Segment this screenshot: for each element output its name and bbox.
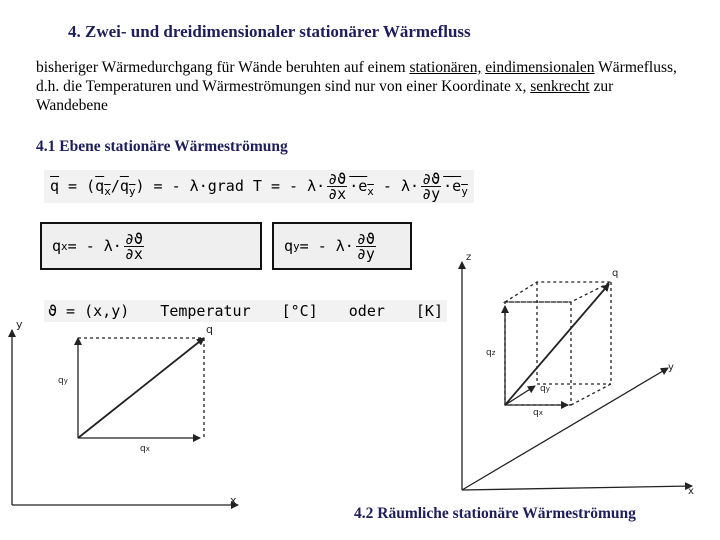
d2-qx-sub: x	[145, 445, 150, 453]
intro-underline-eindimensional: eindimensionalen	[485, 59, 595, 76]
qx-box-q: q	[52, 237, 62, 255]
diagram-3d-qz-label	[486, 348, 495, 358]
eq-part: = (	[59, 177, 96, 195]
qy-box-q: q	[284, 237, 294, 255]
qy-box-eq: = - λ·	[299, 237, 354, 255]
page-title: 4. Zwei- und dreidimensionaler stationärer Wärmefluss	[68, 22, 471, 41]
diagram-3d-y-axis	[462, 368, 668, 490]
qx-box-den: ∂x	[124, 244, 143, 263]
eq-qx-q: q	[95, 177, 105, 195]
intro-text-1: bisheriger Wärmedurchgang für Wände beruhten auf einem	[36, 59, 410, 76]
temp-unit-kelvin: [K]	[415, 302, 443, 320]
intro-text-2: Wärmefluss, d.h. die Temperaturen und Wärmeströmungen sind nur von einer Koordinate x,	[36, 59, 677, 95]
diagram-2d-qx-label	[140, 444, 150, 454]
diagram-3d-box-front	[505, 302, 571, 405]
d3-qx-sub: x	[538, 409, 543, 417]
qx-box-sub: x	[61, 239, 68, 253]
section-heading-4-2: 4.2 Räumliche stationäre Wärmeströmung	[354, 505, 636, 522]
diagram-3d-q-label: q	[612, 268, 619, 279]
diagram-2d-q-label: q	[206, 323, 213, 336]
diagram-3d-y-label: y	[668, 362, 674, 373]
section-heading-4-1: 4.1 Ebene stationäre Wärmeströmung	[36, 138, 288, 155]
eq-frac-x-num: ∂ϑ	[328, 170, 347, 188]
temp-word: Temperatur	[160, 302, 251, 320]
d3-qz-q: q	[486, 348, 492, 358]
d2-qy-q: q	[58, 376, 64, 386]
eq-grad-part: ) = - λ·grad T = - λ·	[135, 177, 326, 195]
d2-qx-q: q	[140, 444, 146, 454]
intro-underline-senkrecht: senkrecht	[530, 78, 590, 95]
d2-qy-sub: y	[63, 377, 68, 385]
diagram-3d	[462, 262, 692, 490]
diagram-2d-y-label: y	[16, 318, 23, 331]
diagram-3d-x-axis	[462, 486, 692, 490]
diagram-3d-box-bottom-right	[571, 384, 611, 405]
eq-frac-y-den: ∂y	[422, 185, 441, 203]
diagram-3d-qx-label	[533, 408, 543, 418]
eq-qy-q: q	[119, 177, 129, 195]
eq-frac-y-num: ∂ϑ	[422, 170, 441, 188]
qx-box-eq: = - λ·	[67, 237, 122, 255]
intro-text-3: zur Wandebene	[36, 78, 614, 114]
diagram-3d-x-label: x	[688, 486, 694, 497]
eq-qx-sub: x	[104, 185, 111, 198]
temp-theta: ϑ = (x,y)	[48, 302, 130, 320]
diagram-3d-qy-label	[540, 384, 550, 394]
eq-ex-e: ·e	[349, 177, 368, 195]
qx-box-num: ∂ϑ	[124, 229, 143, 248]
diagram-3d-z-label: z	[466, 252, 472, 263]
d3-qz-sub: z	[491, 349, 496, 357]
diagram-2d	[12, 330, 238, 505]
eq-minus-part: - λ·	[373, 177, 420, 195]
intro-underline-stationaer: stationären,	[409, 59, 482, 76]
temp-unit-celsius: [°C]	[281, 302, 318, 320]
eq-frac-x-den: ∂x	[328, 185, 347, 203]
eq-q-vector: $\overline{q}$	[50, 177, 60, 195]
d3-qy-q: q	[540, 384, 546, 394]
eq-ex-sub: x	[367, 185, 374, 198]
eq-ey-sub: y	[461, 185, 468, 198]
eq-ey-e: ·e	[443, 177, 462, 195]
eq-slash: /	[110, 177, 120, 195]
qy-box-num: ∂ϑ	[356, 229, 375, 248]
eq-qy-sub: y	[128, 185, 136, 198]
qy-box-den: ∂y	[356, 244, 375, 263]
d3-qx-q: q	[533, 408, 539, 418]
temp-oder: oder	[348, 302, 385, 320]
diagram-2d-x-label: x	[230, 494, 237, 507]
qy-box-sub: y	[293, 239, 300, 253]
diagram-2d-q-vector	[78, 338, 204, 438]
diagram-2d-qy-label	[58, 376, 68, 386]
d3-qy-sub: y	[545, 385, 550, 393]
